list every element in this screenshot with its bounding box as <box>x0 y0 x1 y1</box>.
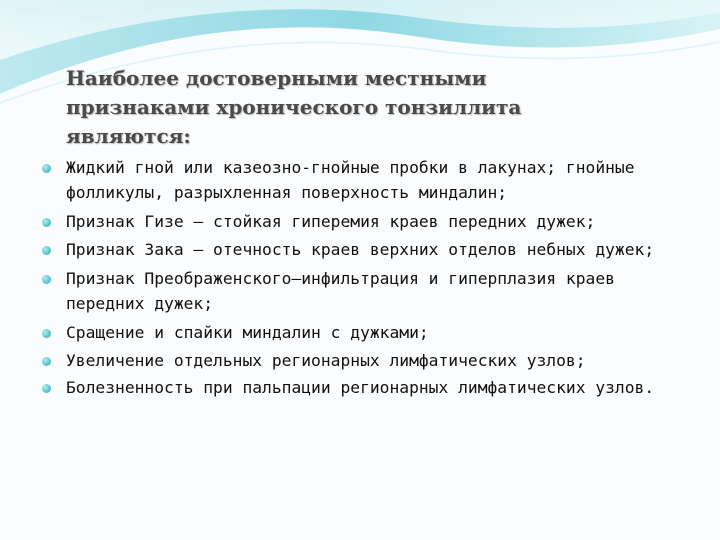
bullet-dot-icon <box>42 218 51 227</box>
bullet-dot-icon <box>42 275 51 284</box>
list-item <box>42 156 702 205</box>
list-item-text: Жидкий гной или казеозно-гнойные пробки в лакунах; гнойные фолликулы, разрыхленная поверхность миндалин; <box>66 158 635 202</box>
list-item-text: Признак Зака — отечность краев верхних отделов небных дужек; <box>66 239 655 259</box>
list-item <box>42 267 702 316</box>
list-item <box>42 349 702 374</box>
list-item <box>42 210 702 235</box>
list-item <box>42 376 702 401</box>
bullet-dot-icon <box>42 246 51 255</box>
list-item-text: Болезненность при пальпации регионарных лимфатических узлов. <box>66 378 655 397</box>
list-item <box>42 238 702 263</box>
bullet-list <box>42 156 702 404</box>
slide-title: Наиболее достоверными местными признаками хронического тонзиллита являются: <box>66 66 522 148</box>
bullet-dot-icon <box>42 384 51 393</box>
list-item-text: Признак Гизе — стойкая гиперемия краев передних дужек; <box>66 212 596 231</box>
bullet-dot-icon <box>42 357 51 366</box>
bullet-dot-icon <box>42 164 51 173</box>
list-item <box>42 321 702 346</box>
bullet-dot-icon <box>42 329 51 338</box>
list-item-text: Признак Преображенского—инфильтрация и гиперплазия краев передних дужек; <box>66 269 615 313</box>
list-item-text: Увеличение отдельных регионарных лимфатических узлов; <box>66 350 586 370</box>
list-item-text: Сращение и спайки миндалин с дужками; <box>66 323 429 342</box>
